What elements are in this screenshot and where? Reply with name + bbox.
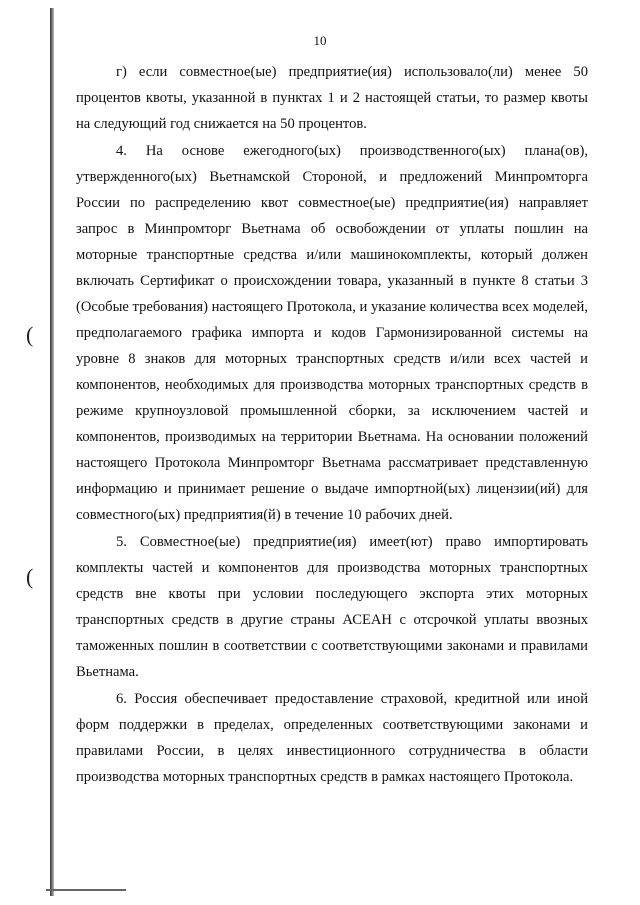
paragraph-subpoint-g: г) если совместное(ые) предприятие(ия) использовало(ли) менее 50 процентов квоты, указанной в пунктах 1 и 2 настоящей статьи, то размер квоты на следующий год снижается на 50 процентов. <box>76 64 588 132</box>
scan-left-edge <box>50 8 54 896</box>
paragraph-4: 4. На основе ежегодного(ых) производственного(ых) плана(ов), утвержденного(ых) Вьетнамской Стороной, и предложений Минпромторга России по распределению квот совместное(ые) предприятие(ия) направляет запрос в Минпромторг Вьетнама об освобождении от уплаты пошлин на моторные транспортные средства и/или машинокомплекты, который должен включать Сертификат о происхождении товара, указанный в пункте 8 статьи 3 (Особые требования) настоящего Протокола, и указание количества всех моделей, предполагаемого графика импорта и кодов Гармонизированной системы на уровне 8 знаков для моторных транспортных средств и/или всех частей и компонентов, необходимых для производства моторных транспортных средств в режиме крупноузловой промышленной сборки, за исключением частей и компонентов, производимых на территории Вьетнама. На основании положений настоящего Протокола Минпромторг Вьетнама рассматривает представленную информацию и принимает решение о выдаче импортной(ых) лицензии(ий) для совместного(ых) предприятия(й) в течение 10 рабочих дней. <box>76 143 588 523</box>
margin-bracket-mark: ( <box>26 322 34 347</box>
scan-bottom-mark <box>46 889 126 891</box>
paragraph-5: 5. Совместное(ые) предприятие(ия) имеет(ют) право импортировать комплекты частей и компонентов для производства моторных транспортных средств вне квоты при условии последующего экспорта этих моторных транспортных средств в другие страны АСЕАН с отсрочкой уплаты ввозных таможенных пошлин в соответствии с соответствующими законами и правилами Вьетнама. <box>76 534 588 680</box>
document-body <box>76 59 588 791</box>
paragraph-6: 6. Россия обеспечивает предоставление страховой, кредитной или иной форм поддержки в пределах, определенных соответствующими законами и правилами России, в целях инвестиционного сотрудничества в области производства моторных транспортных средств в рамках настоящего Протокола. <box>76 691 588 785</box>
margin-bracket-mark: ( <box>26 564 34 589</box>
page-number: 10 <box>313 33 327 48</box>
